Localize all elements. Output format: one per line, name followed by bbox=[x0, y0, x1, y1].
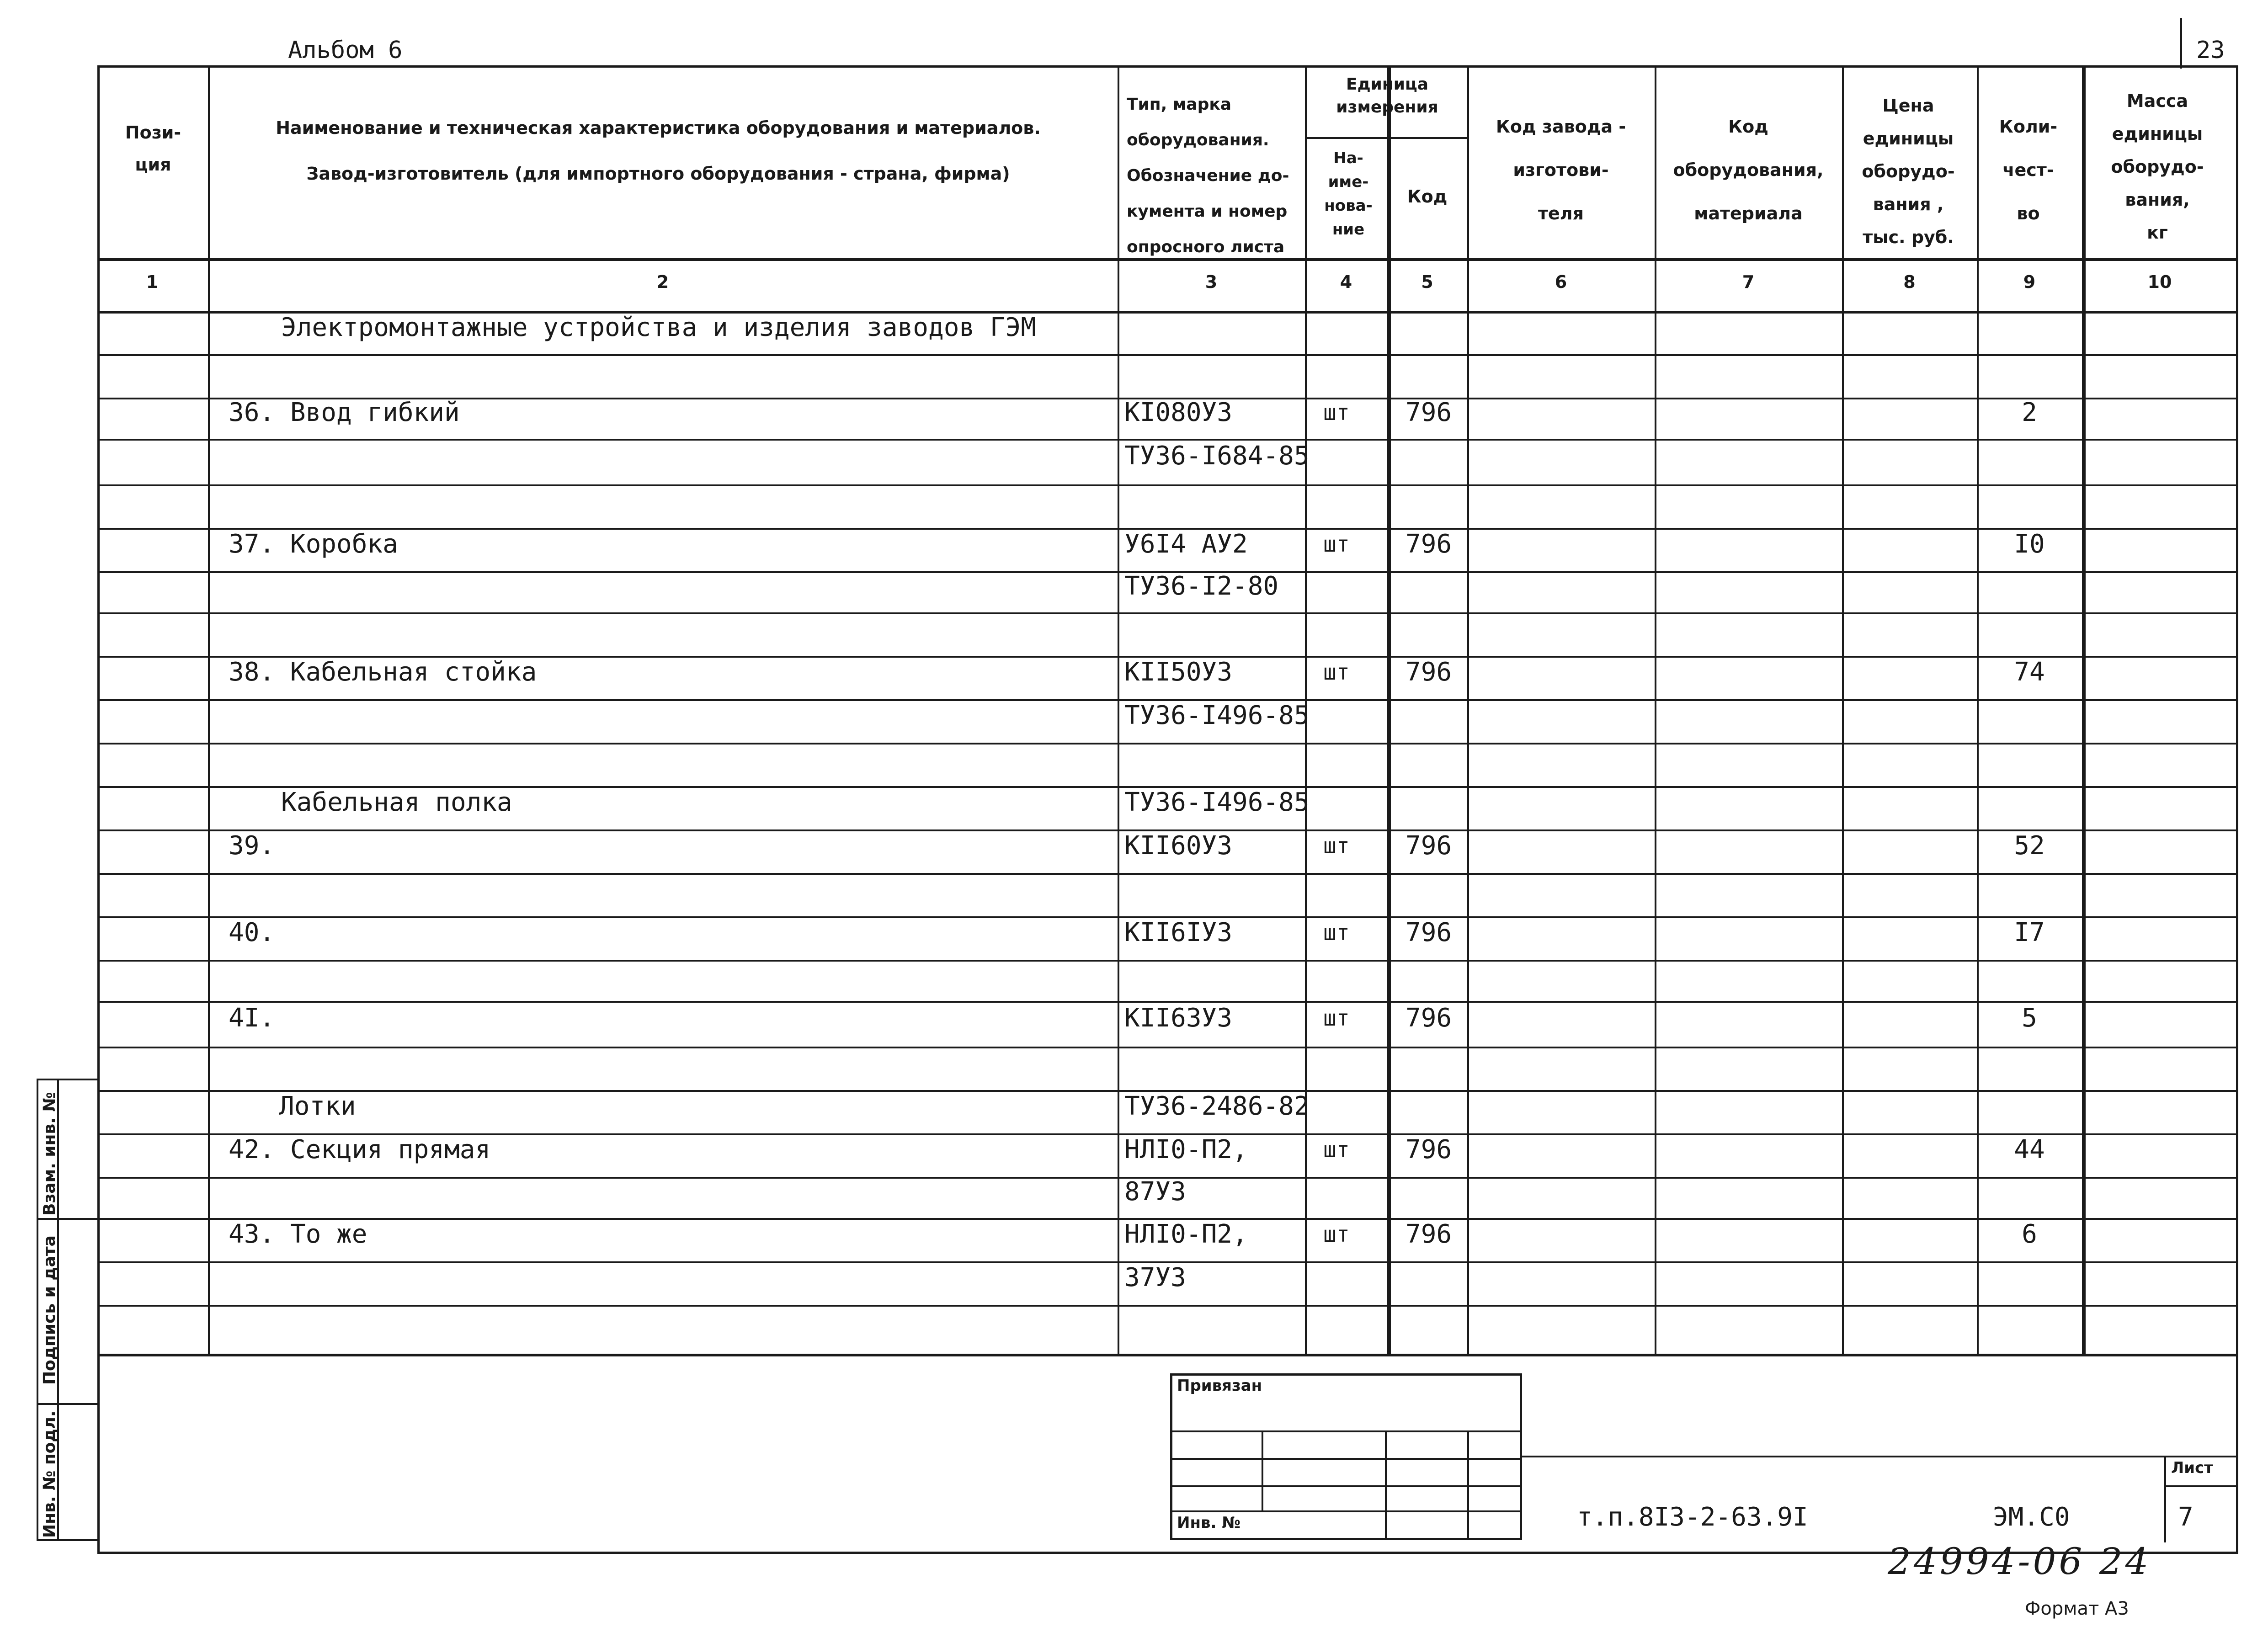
side-divider-1 bbox=[37, 1218, 97, 1220]
row-quantity: 2 bbox=[2022, 398, 2037, 427]
handwritten-number: 24994-06 24 bbox=[1888, 1540, 2151, 1583]
row-unit: шт bbox=[1323, 920, 1350, 946]
row-name: Кабельная полка bbox=[281, 787, 512, 817]
header-unit: Единица измерения bbox=[1336, 75, 1438, 117]
row-name: 4I. bbox=[229, 1003, 275, 1033]
row-unit: шт bbox=[1323, 1221, 1350, 1247]
document-code: т.п.8I3-2-63.9I bbox=[1577, 1502, 1808, 1532]
row-type: У6I4 АУ2 bbox=[1124, 529, 1248, 559]
row-name: 39. bbox=[229, 830, 275, 861]
row-unit: шт bbox=[1323, 1005, 1350, 1031]
colnum-7: 7 bbox=[1742, 272, 1755, 292]
row-name: 36. Ввод гибкий bbox=[229, 398, 460, 427]
sheet-box-divider bbox=[2164, 1456, 2166, 1542]
row-type: КI080У3 bbox=[1124, 398, 1233, 427]
side-divider-2 bbox=[37, 1403, 97, 1405]
table-row-line bbox=[97, 354, 2238, 356]
row-type: ТУ36-I496-85 bbox=[1124, 700, 1310, 730]
table-row-line bbox=[97, 1305, 2238, 1307]
header-unit-code: Код bbox=[1407, 186, 1448, 207]
header-position: Пози- ция bbox=[125, 122, 181, 175]
row-code: 796 bbox=[1406, 398, 1452, 427]
table-row-line bbox=[97, 484, 2238, 486]
row-quantity: I0 bbox=[2014, 529, 2045, 559]
stamp-line-2 bbox=[1170, 1458, 1522, 1460]
sheet-number: 7 bbox=[2178, 1502, 2193, 1532]
colnum-4: 4 bbox=[1340, 272, 1352, 292]
unit-header-split bbox=[1305, 137, 1467, 139]
header-unit-name: На- име- нова- ние bbox=[1324, 149, 1373, 239]
colnum-5: 5 bbox=[1421, 272, 1433, 292]
row-type: КII6IУ3 bbox=[1124, 917, 1233, 947]
section-code: ЭМ.С0 bbox=[1993, 1502, 2070, 1532]
stamp-col-2 bbox=[1385, 1430, 1387, 1540]
table-row-line bbox=[97, 960, 2238, 962]
table-row-line bbox=[97, 873, 2238, 875]
row-unit: шт bbox=[1323, 1137, 1350, 1163]
row-quantity: I7 bbox=[2014, 917, 2045, 947]
row-type: КII60У3 bbox=[1124, 830, 1233, 861]
header-factory-code: Код завода - изготови- теля bbox=[1496, 117, 1626, 223]
colnum-10: 10 bbox=[2147, 272, 2172, 292]
colnum-6: 6 bbox=[1555, 272, 1567, 292]
row-unit: шт bbox=[1323, 531, 1350, 557]
header-equipment-code: Код оборудования, материала bbox=[1673, 117, 1824, 223]
row-name: 42. Секция прямая bbox=[229, 1134, 491, 1164]
row-code: 796 bbox=[1406, 830, 1452, 861]
row-type: ТУ36-I496-85 bbox=[1124, 787, 1310, 817]
row-code: 796 bbox=[1406, 1219, 1452, 1249]
row-name: 40. bbox=[229, 917, 275, 947]
table-bottom-line bbox=[97, 1354, 2238, 1356]
stamp-line-3 bbox=[1170, 1485, 1522, 1487]
row-type: НЛI0-П2, bbox=[1124, 1219, 1248, 1249]
row-quantity: 52 bbox=[2014, 830, 2045, 861]
colnum-9: 9 bbox=[2023, 272, 2036, 292]
side-label-replaced-inv: Взам. инв. № bbox=[40, 1092, 59, 1216]
colnum-8: 8 bbox=[1903, 272, 1916, 292]
row-unit: шт bbox=[1323, 659, 1350, 685]
row-name: Электромонтажные устройства и изделия заводов ГЭМ bbox=[281, 313, 1037, 342]
stamp-linked-label: Привязан bbox=[1177, 1377, 1262, 1395]
stamp-col-3 bbox=[1467, 1430, 1469, 1540]
stamp-inv-label: Инв. № bbox=[1177, 1514, 1241, 1532]
page-number-divider bbox=[2180, 18, 2182, 69]
album-label: Альбом 6 bbox=[288, 37, 403, 64]
row-type: 37У3 bbox=[1124, 1262, 1186, 1292]
row-type: ТУ36-2486-82 bbox=[1124, 1091, 1310, 1121]
row-code: 796 bbox=[1406, 657, 1452, 687]
row-quantity: 6 bbox=[2022, 1219, 2037, 1249]
colnum-1: 1 bbox=[146, 272, 159, 292]
page-number: 23 bbox=[2196, 37, 2225, 64]
colnum-3: 3 bbox=[1205, 272, 1218, 292]
row-code: 796 bbox=[1406, 1134, 1452, 1164]
table-row-line bbox=[97, 1047, 2238, 1048]
title-top-line bbox=[1522, 1456, 2238, 1457]
row-type: 87У3 bbox=[1124, 1177, 1186, 1207]
header-quantity: Коли- чест- во bbox=[1999, 117, 2058, 223]
row-type: НЛI0-П2, bbox=[1124, 1134, 1248, 1164]
side-label-original-inv: Инв. № подл. bbox=[40, 1410, 59, 1538]
row-type: ТУ36-I2-80 bbox=[1124, 571, 1279, 601]
stamp-line-1 bbox=[1170, 1430, 1522, 1432]
stamp-line-4 bbox=[1170, 1510, 1522, 1512]
stamp-col-1 bbox=[1262, 1430, 1263, 1510]
row-quantity: 74 bbox=[2014, 657, 2045, 687]
row-code: 796 bbox=[1406, 529, 1452, 559]
row-quantity: 44 bbox=[2014, 1134, 2045, 1164]
table-row-line bbox=[97, 612, 2238, 614]
header-type: Тип, марка оборудования. Обозначение до- кумента и номер опросного листа bbox=[1127, 95, 1289, 256]
row-type: КII63У3 bbox=[1124, 1003, 1233, 1033]
row-name: 37. Коробка bbox=[229, 529, 398, 559]
colnum-2: 2 bbox=[656, 272, 669, 292]
row-unit: шт bbox=[1323, 400, 1350, 425]
row-name: 38. Кабельная стойка bbox=[229, 657, 537, 687]
row-unit: шт bbox=[1323, 833, 1350, 859]
row-code: 796 bbox=[1406, 917, 1452, 947]
header-mass: Масса единицы оборудо- вания, кг bbox=[2111, 91, 2204, 243]
sheet-label-line bbox=[2164, 1485, 2238, 1487]
side-label-signature-date: Подпись и дата bbox=[40, 1235, 59, 1385]
header-name: Наименование и техническая характеристика оборудования и материалов. Завод-изготовитель (для импортного оборудования - страна, фирма) bbox=[276, 118, 1041, 184]
row-type: ТУ36-I684-85 bbox=[1124, 441, 1310, 471]
row-code: 796 bbox=[1406, 1003, 1452, 1033]
row-name: Лотки bbox=[279, 1091, 356, 1121]
format-label: Формат А3 bbox=[2025, 1598, 2129, 1619]
sheet-label: Лист bbox=[2171, 1459, 2213, 1477]
row-name: 43. То же bbox=[229, 1219, 367, 1249]
row-quantity: 5 bbox=[2022, 1003, 2037, 1033]
header-price: Цена единицы оборудо- вания , тыс. руб. bbox=[1862, 96, 1955, 247]
table-row-line bbox=[97, 743, 2238, 744]
row-type: КII50У3 bbox=[1124, 657, 1233, 687]
